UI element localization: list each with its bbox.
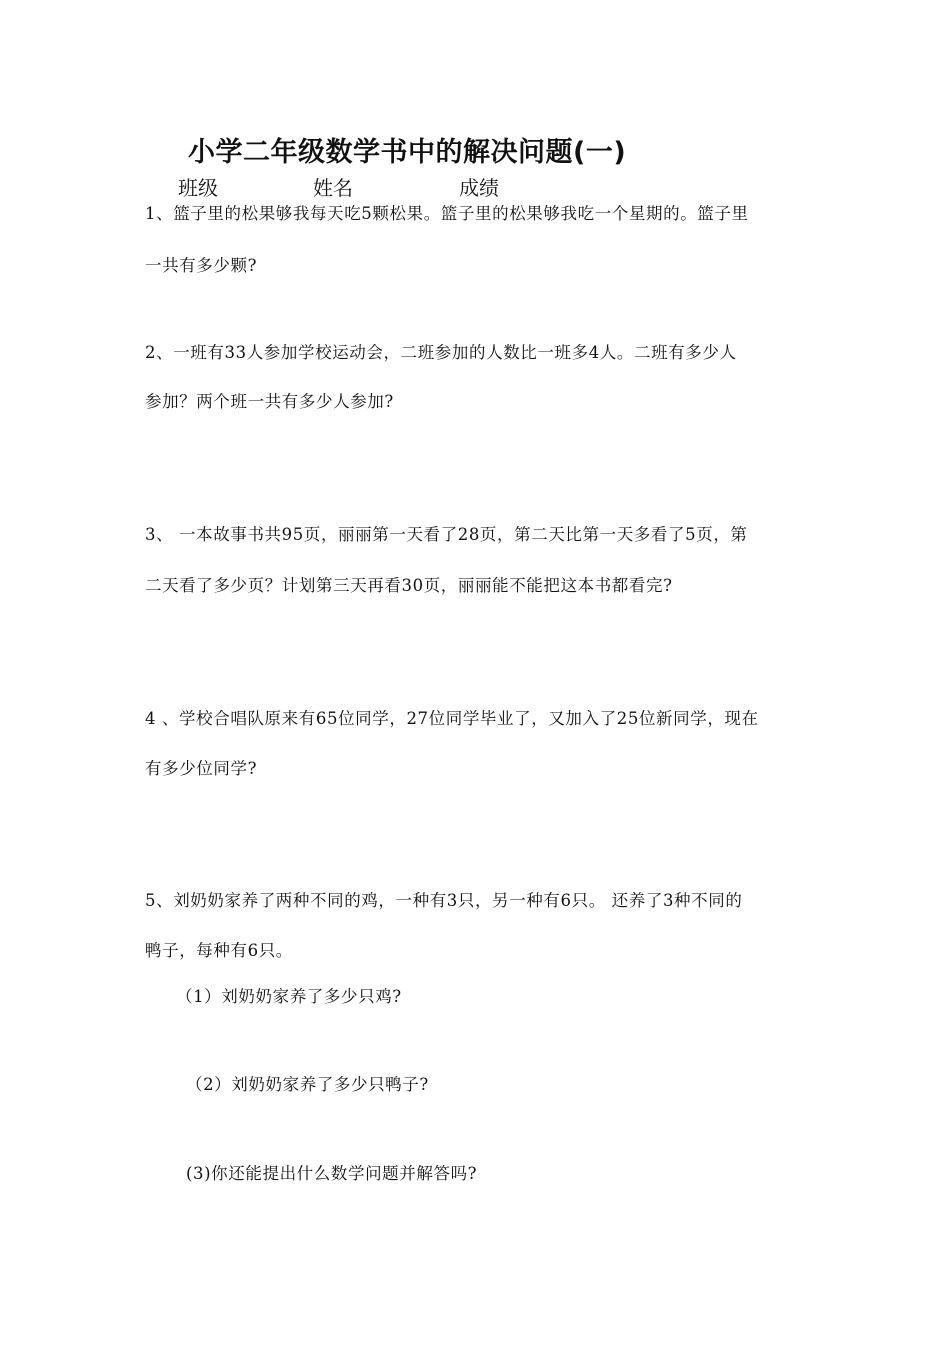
question-5-sub-1: （1）刘奶奶家养了多少只鸡?: [176, 987, 402, 1006]
question-1-line-2: 一共有多少颗?: [145, 256, 258, 275]
score-label: 成绩: [459, 176, 499, 200]
question-5-sub-3: (3)你还能提出什么数学问题并解答吗?: [186, 1164, 478, 1183]
question-1-line-1: 1、篮子里的松果够我每天吃5颗松果。篮子里的松果够我吃一个星期的。篮子里: [145, 204, 749, 223]
question-3-line-2: 二天看了多少页？计划第三天再看30页，丽丽能不能把这本书都看完?: [145, 576, 673, 595]
question-5-sub-2: （2）刘奶奶家养了多少只鸭子?: [186, 1075, 429, 1094]
question-3-line-1: 3、 一本故事书共95页，丽丽第一天看了28页，第二天比第一天多看了5页，第: [145, 525, 748, 544]
question-4-line-1: 4 、学校合唱队原来有65位同学，27位同学毕业了，又加入了25位新同学，现在: [145, 709, 759, 728]
name-label: 姓名: [313, 176, 353, 200]
class-label: 班级: [178, 176, 218, 200]
question-4-line-2: 有多少位同学?: [145, 759, 258, 778]
question-2-line-2: 参加？两个班一共有多少人参加?: [145, 392, 394, 411]
question-5-line-2: 鸭子，每种有6只。: [145, 941, 293, 960]
question-2-line-1: 2、一班有33人参加学校运动会，二班参加的人数比一班多4人。二班有多少人: [145, 343, 737, 362]
question-5-line-1: 5、刘奶奶家养了两种不同的鸡，一种有3只，另一种有6只。 还养了3种不同的: [145, 891, 743, 910]
page-title: 小学二年级数学书中的解决问题(一): [188, 137, 627, 168]
